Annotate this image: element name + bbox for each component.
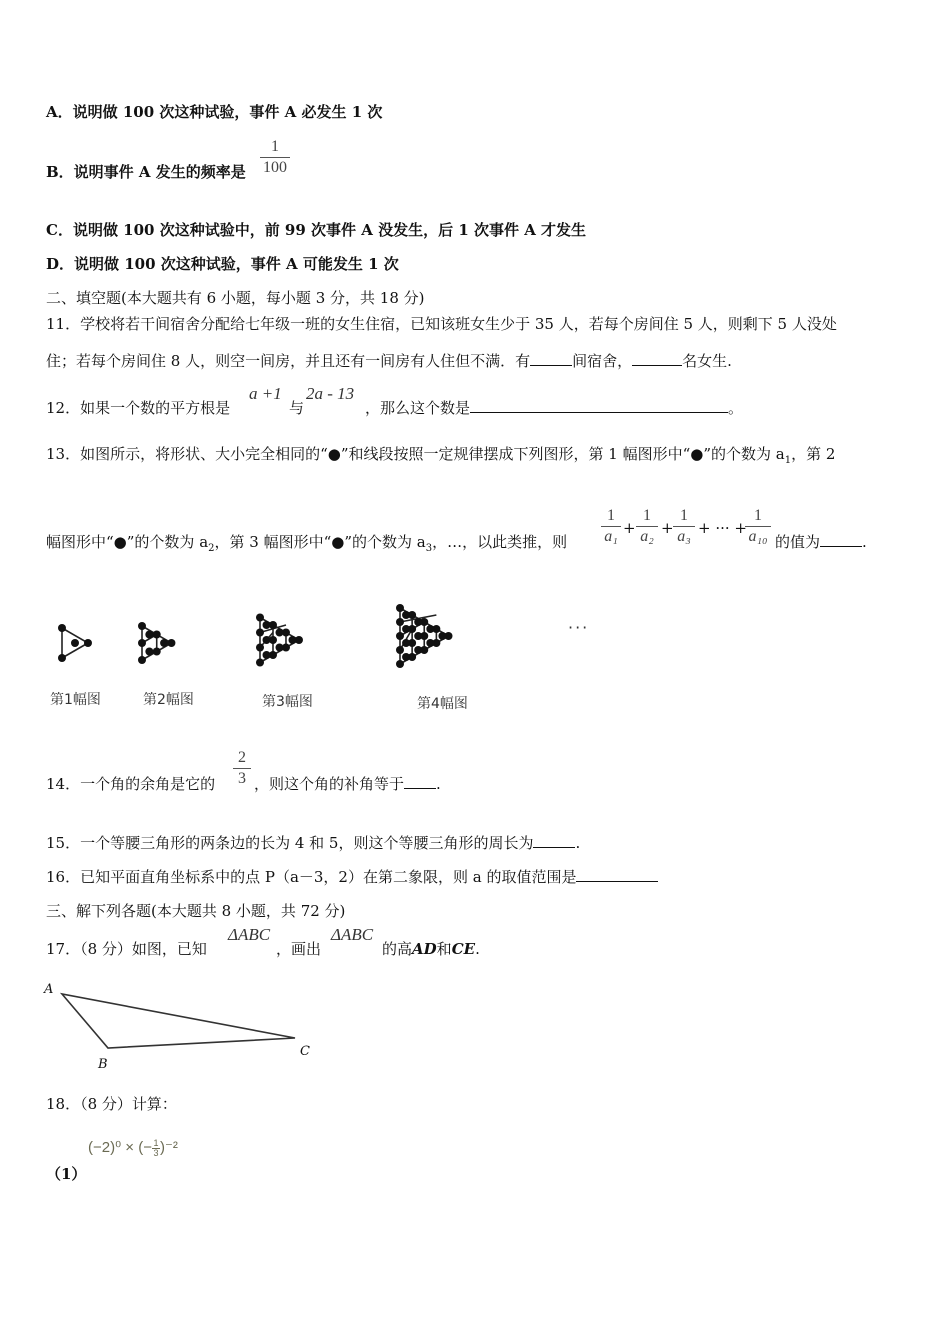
figure-dot [145, 631, 153, 639]
fraction-denominator: 100 [263, 159, 287, 176]
q13-line2-pre: 幅图形中“●”的个数为 a [46, 533, 209, 551]
term-1-numerator: 1 [607, 507, 615, 524]
figure-dot [396, 632, 404, 640]
term-2-numerator: 1 [643, 507, 651, 524]
q11-blank-girls[interactable] [632, 351, 682, 366]
q17-ad: AD [412, 940, 437, 958]
section-2-title: 二、填空题(本大题共有 6 小题，每小题 3 分，共 18 分) [46, 289, 425, 307]
q18-expr-num: 1 [153, 1137, 159, 1148]
q12-and: 与 [289, 399, 305, 417]
q16-line [46, 867, 658, 887]
term-10-numerator: 1 [754, 507, 762, 524]
q14-post [254, 774, 441, 794]
figure-3-label: 第3幅图 [262, 694, 313, 710]
figure-dot [160, 639, 168, 647]
sum-term-1 [601, 507, 621, 546]
q12-post [365, 398, 743, 418]
q13-line2-tail: ，…，以此类推，则 [432, 533, 568, 551]
q14-denominator: 3 [238, 770, 246, 787]
q12-root-2: 2a - 13 [306, 384, 355, 403]
figure-dot [256, 659, 264, 667]
figure-dot [288, 636, 296, 644]
q13-line1-end: ，第 2 [791, 445, 836, 463]
sum-term-2 [636, 507, 658, 546]
q12-root-1: a +1 [249, 384, 282, 403]
figure-dot [402, 625, 410, 633]
figure-dot [153, 631, 161, 639]
q12-post-text: ，那么这个数是 [365, 399, 471, 417]
figure-dot [262, 621, 270, 629]
q14-blank[interactable] [404, 774, 436, 789]
q18-part-1: （1） [46, 1165, 87, 1183]
q13-line1 [46, 444, 835, 471]
dot-pattern-figures [40, 588, 600, 698]
figure-dot [256, 614, 264, 622]
q16-blank[interactable] [576, 867, 658, 882]
q14-prefix: 14．一个角的余角是它的 [46, 775, 216, 793]
q12-blank[interactable] [470, 398, 728, 413]
figure-dot [396, 660, 404, 668]
q17-mid: ，画出 [276, 940, 322, 958]
vertex-c-label: C [300, 1044, 310, 1059]
sum-term-10 [745, 507, 771, 546]
figure-ellipsis: ··· [568, 618, 590, 637]
fraction-numerator: 1 [271, 138, 279, 155]
q13-sub-3: 3 [425, 543, 433, 554]
vertex-b-label: B [98, 1057, 108, 1072]
sum-dots: + ··· + [698, 519, 747, 537]
option-d: D．说明做 100 次这种试验，事件 A 可能发生 1 次 [46, 255, 399, 273]
q13-line2-right [775, 532, 867, 552]
figure-dot [262, 651, 270, 659]
term-3-bar [673, 526, 695, 527]
vertex-a-label: A [44, 982, 54, 997]
q14-post-text: ，则这个角的补角等于 [254, 775, 405, 793]
q15-blank[interactable] [533, 833, 575, 848]
q16-text: 16．已知平面直角坐标系中的点 P（a－3，2）在第二象限，则 a 的取值范围是 [46, 868, 577, 886]
q12-prefix: 12．如果一个数的平方根是 [46, 399, 231, 417]
figure-dot [71, 639, 79, 647]
figure-dot [256, 644, 264, 652]
figure-dot [402, 639, 410, 647]
figure-dot [414, 646, 422, 654]
q18-expression [88, 1138, 178, 1158]
q17-triangle-1: ΔABC [228, 925, 271, 944]
figure-dot [414, 632, 422, 640]
fraction-bar [260, 157, 290, 158]
q17-end: . [475, 940, 480, 958]
figure-dot [145, 648, 153, 656]
q14-numerator: 2 [238, 749, 246, 766]
term-1-denominator: a₁ [604, 528, 618, 545]
option-c: C．说明做 100 次这种试验中，前 99 次事件 A 没发生，后 1 次事件 A 才发生 [46, 221, 587, 239]
figure-dot [58, 654, 66, 662]
q15-line [46, 833, 580, 853]
q11-text-c: 名女生. [682, 352, 732, 370]
q13-line1-text: 13．如图所示，将形状、大小完全相同的“●”和线段按照一定规律摆成下列图形，第 1 幅图形中“●”的个数为 a [46, 445, 785, 463]
q18-title: 18．（8 分）计算： [46, 1095, 177, 1113]
figure-dot [402, 611, 410, 619]
q17-ce: CE [451, 940, 476, 958]
q14-bar [233, 768, 251, 769]
figure-dot [262, 636, 270, 644]
term-3-denominator: a₃ [677, 528, 691, 545]
term-1-bar [601, 526, 621, 527]
figure-dot [138, 656, 146, 664]
q13-sub-2: 2 [208, 543, 215, 554]
figure-dot [256, 629, 264, 637]
term-10-bar [745, 526, 771, 527]
q13-sub-1: 1 [784, 455, 792, 466]
q17-post [382, 939, 480, 959]
q11-line2 [46, 351, 732, 371]
figure-dot [167, 639, 175, 647]
q13-line2-post: 的值为 [775, 533, 821, 551]
q14-end: . [436, 775, 441, 793]
figure-1-label: 第1幅图 [50, 692, 101, 708]
figure-dot [138, 622, 146, 630]
term-10-denominator: a₁₀ [748, 528, 768, 545]
plus-sign-1: + [623, 519, 636, 537]
figure-2-label: 第2幅图 [143, 692, 194, 708]
figure-dot [153, 648, 161, 656]
q15-text: 15．一个等腰三角形的两条边的长为 4 和 5，则这个等腰三角形的周长为 [46, 834, 534, 852]
q17-triangle-2: ΔABC [331, 925, 374, 944]
q11-text-b: 间宿舍， [572, 352, 633, 370]
figure-dot [84, 639, 92, 647]
q13-blank[interactable] [820, 532, 862, 547]
figure-dot [426, 625, 434, 633]
term-3-numerator: 1 [680, 507, 688, 524]
q17-prefix: 17．（8 分）如图，已知 [46, 940, 207, 958]
figure-dot [275, 629, 283, 637]
sum-term-3 [673, 507, 695, 546]
figure-dot [396, 618, 404, 626]
term-2-bar [636, 526, 658, 527]
q13-line2-left [46, 532, 567, 559]
figure-dot [402, 653, 410, 661]
q18-expr-text: (−2)⁰ × (− [88, 1139, 152, 1156]
option-a: A．说明做 100 次这种试验，事件 A 必发生 1 次 [46, 103, 383, 121]
q13-line2-end: . [862, 533, 867, 551]
plus-sign-2: + [661, 519, 674, 537]
figure-dot [138, 639, 146, 647]
q17-post-text: 的高 [382, 940, 413, 958]
triangle-abc-figure [40, 982, 320, 1072]
q17-and: 和 [436, 940, 452, 958]
figure-dot [58, 624, 66, 632]
q15-end: . [575, 834, 581, 852]
figure-dot [396, 604, 404, 612]
q18-expr-fraction [152, 1139, 160, 1158]
figure-dot [438, 632, 446, 640]
q11-blank-rooms[interactable] [530, 351, 572, 366]
q11-line1: 11．学校将若干间宿舍分配给七年级一班的女生住宿，已知该班女生少于 35 人，若每个房间住 5 人，则剩下 5 人没处 [46, 315, 837, 333]
q13-line2-mid: ，第 3 幅图形中“●”的个数为 a [214, 533, 426, 551]
q18-expr-den: 3 [153, 1147, 159, 1158]
q18-expr-end: )⁻² [159, 1139, 178, 1156]
option-b-fraction [260, 138, 290, 177]
figure-4-label: 第4幅图 [417, 696, 468, 712]
triangle-abc [62, 994, 295, 1048]
figure-dot [396, 646, 404, 654]
figure-dot [275, 644, 283, 652]
q11-text-a: 住；若每个房间住 8 人，则空一间房，并且还有一间房有人住但不满．有 [46, 352, 531, 370]
term-2-denominator: a₂ [640, 528, 654, 545]
q14-fraction [233, 749, 251, 788]
q12-end: 。 [728, 399, 744, 417]
figure-dot [426, 639, 434, 647]
option-b: B．说明事件 A 发生的频率是 [46, 163, 246, 181]
figure-dot [414, 618, 422, 626]
section-3-title: 三、解下列各题(本大题共 8 小题，共 72 分) [46, 902, 346, 920]
